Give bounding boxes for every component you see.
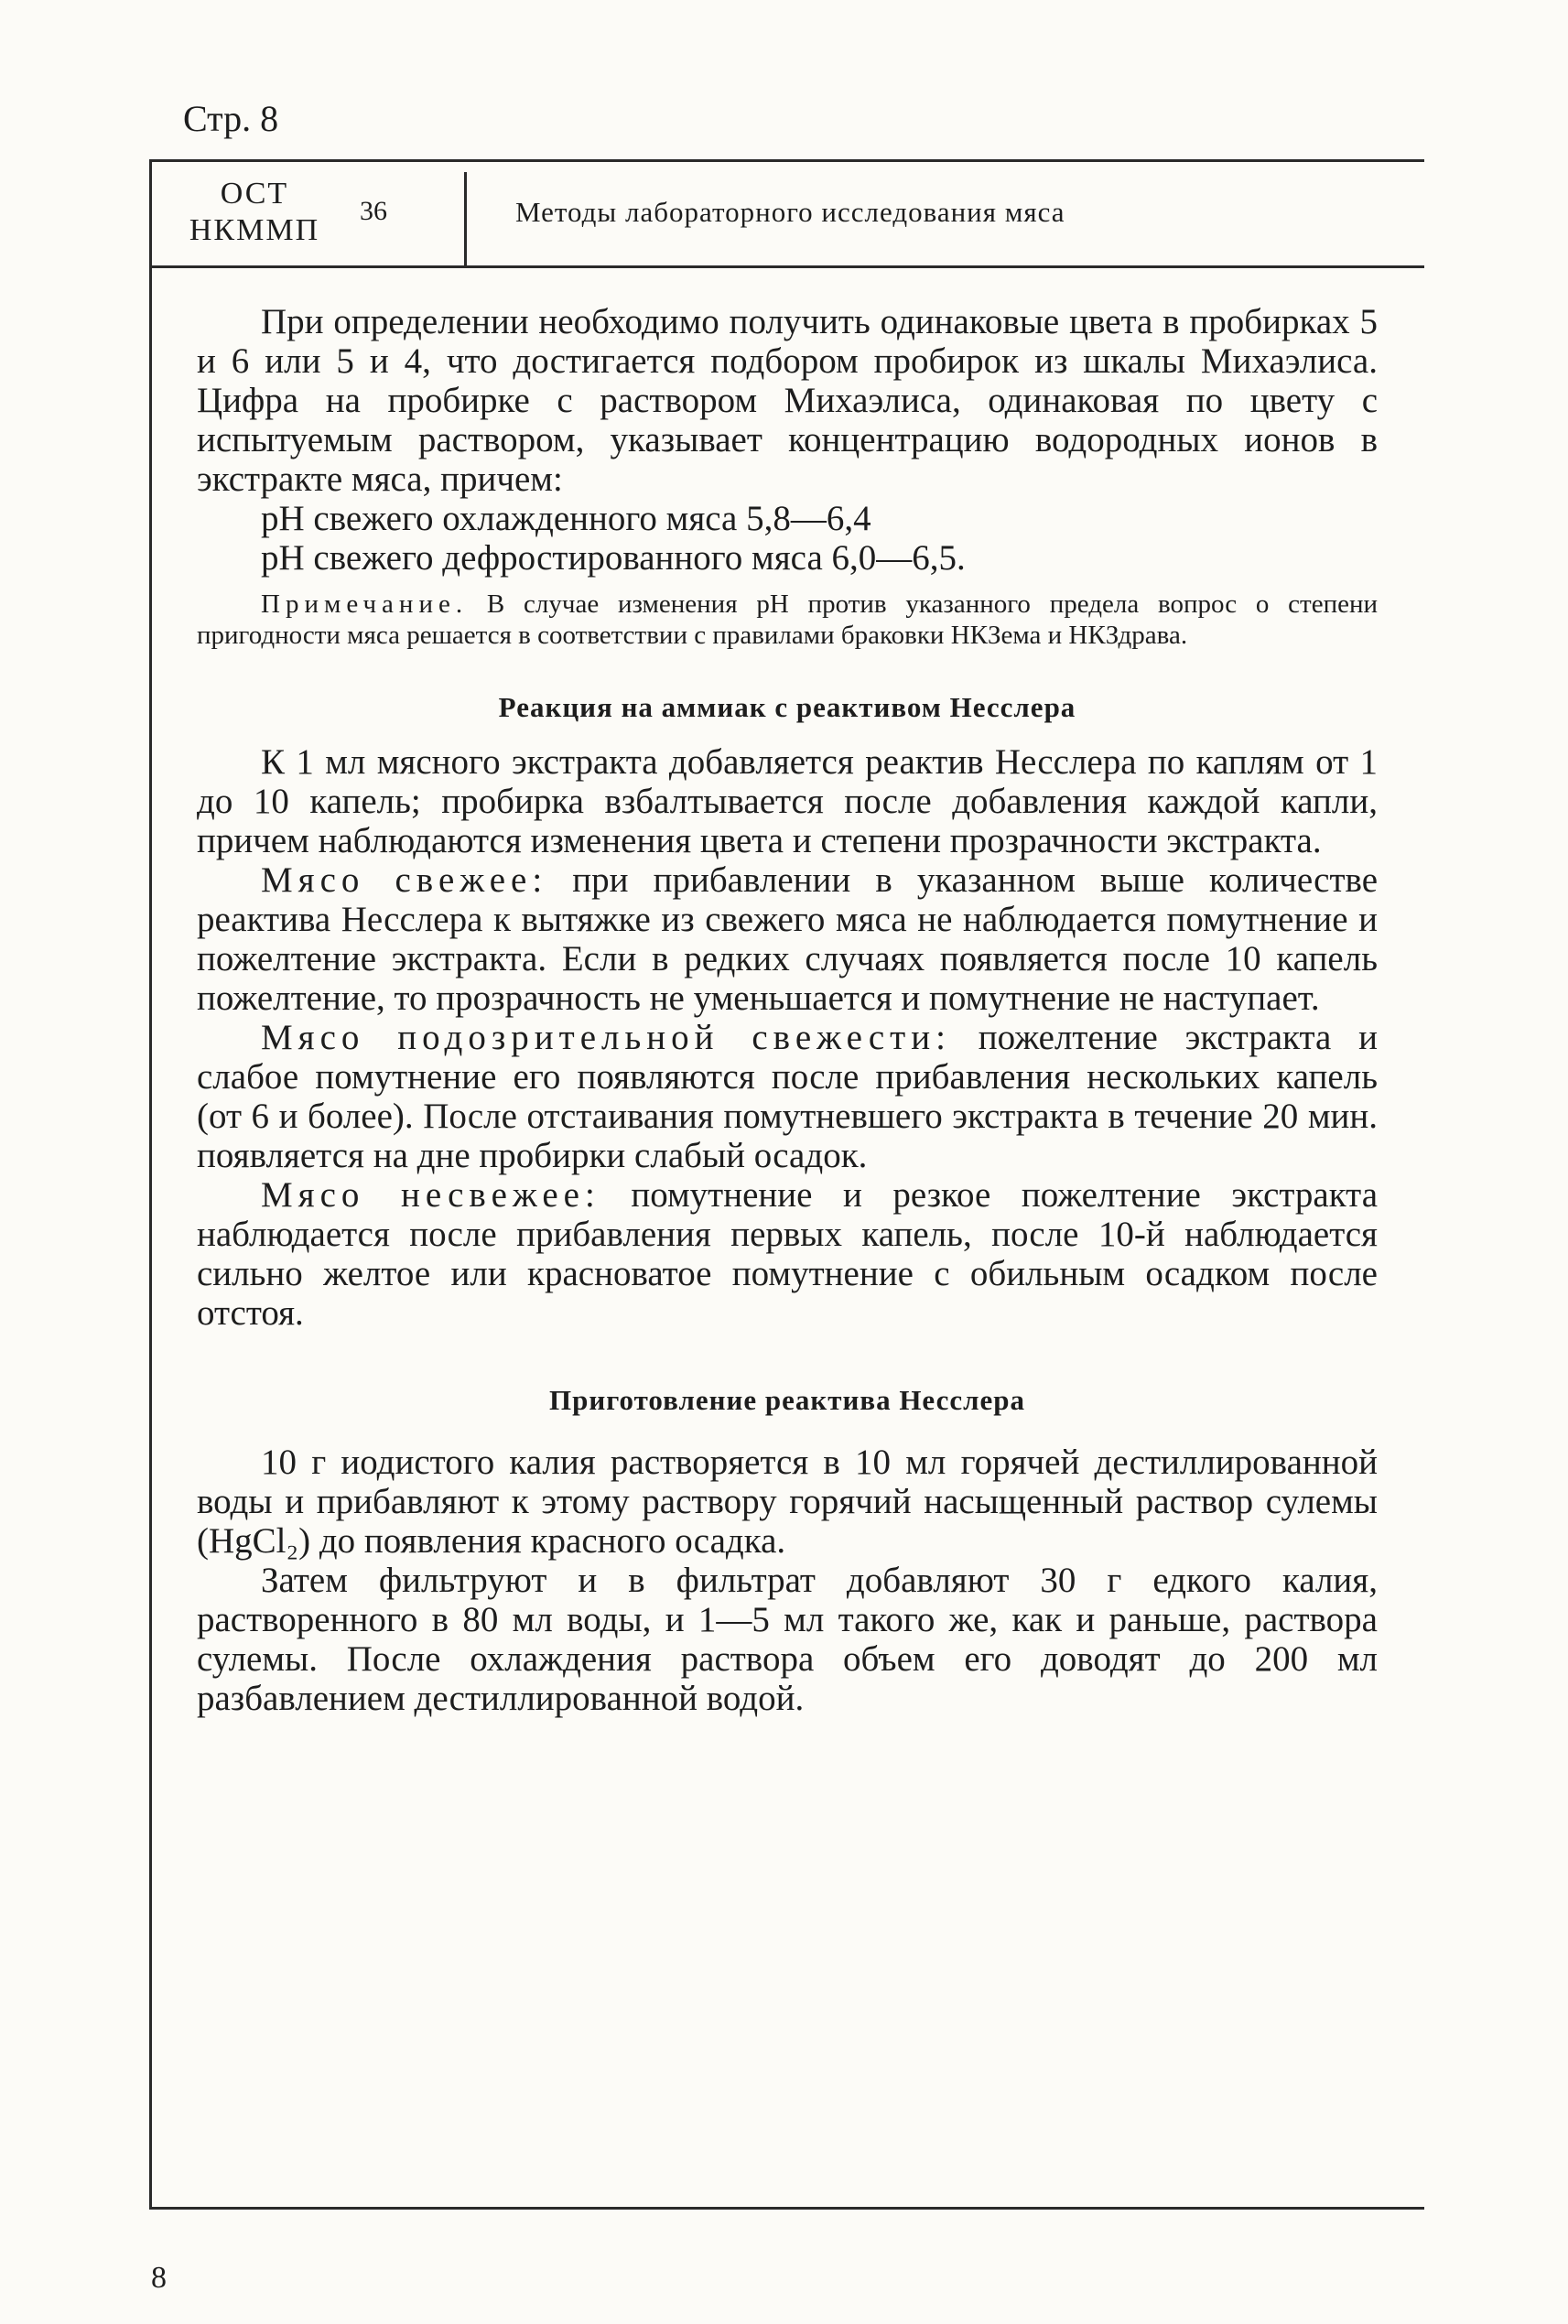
standard-code-text: ОСТ НКММП [189, 177, 320, 247]
fresh-meat-text: при прибавлении в указанном выше количестве реактива Несслера к вытяжке из свежего мяса не наблюдается помутнение и пожелтение экстракта. Если в редких случаях появляется после 10 капель пожелтение, то прозрачность не уменьшается и помутнение не наступает. [197, 860, 1379, 1018]
frame-left-rule [149, 159, 152, 2210]
header-divider [464, 172, 467, 265]
ammonia-paragraph: К 1 мл мясного экстракта добавляется реактив Несслера по каплям от 1 до 10 капель; пробирка взбалтывается после добавления каждой капли, причем наблюдаются изменения цвета и степени прозрачности экстракта. [197, 742, 1378, 860]
page-content [197, 302, 1378, 1718]
note-label: Примечание. [261, 589, 469, 619]
ph-defrosted-line: рН свежего дефростированного мяса 6,0—6,5. [261, 538, 966, 578]
reagent-paragraph-2: Затем фильтруют и в фильтрат добавляют 30 г едкого калия, растворенного в 80 мл воды, и 1—5 мл такого же, как и раньше, раствора сулемы. После охлаждения раствора объем его доводят до 200 мл разбавлением дестиллированной водой. [197, 1561, 1378, 1718]
doubtful-meat-label: Мясо подозрительной свежести: [261, 1018, 951, 1057]
intro-paragraph: При определении необходимо получить одинаковые цвета в пробирках 5 и 6 или 5 и 4, что достигается подбором пробирок из шкалы Михаэлиса. Цифра на пробирке с раствором Михаэлиса, одинаковая по цвету с испытуемым раствором, указывает концентрацию водородных ионов в экстракте мяса, причем: [197, 302, 1378, 499]
header-rule [149, 265, 1424, 268]
ammonia-heading: Реакция на аммиак с реактивом Несслера [498, 691, 1076, 723]
doubtful-meat-paragraph [197, 1018, 1378, 1175]
footer-page-number: 8 [151, 2261, 167, 2295]
standard-number: 36 [360, 196, 387, 226]
ph-chilled-line: рН свежего охлажденного мяса 5,8—6,4 [261, 499, 871, 538]
reagent-paragraph-1: 10 г иодистого калия растворяется в 10 мл горячей дестиллированной воды и прибавляют к этому раствору горячий насыщенный раствор сулемы (HgCl₂) до появления красного осадка. [197, 1443, 1378, 1561]
doubtful-meat-text: пожелтение экстракта и слабое помутнение его появляются после прибавления нескольких капель (от 6 и более). После отстаивания помутневшего экстракта в течение 20 мин. появляется на дне пробирки слабый осадок. [197, 1018, 1379, 1175]
frame-bottom-rule [149, 2207, 1424, 2210]
standard-code [186, 176, 323, 249]
reagent-heading: Приготовление реактива Несслера [549, 1384, 1025, 1416]
header-title: Методы лабораторного исследования мяса [515, 196, 1065, 228]
page-label: Стр. 8 [183, 98, 279, 139]
stale-meat-paragraph [197, 1175, 1378, 1333]
note-paragraph [197, 589, 1378, 651]
fresh-meat-label: Мясо свежее: [261, 860, 548, 900]
fresh-meat-paragraph [197, 860, 1378, 1018]
stale-meat-label: Мясо несвежее: [261, 1175, 600, 1215]
note-text: В случае изменения рН против указанного предела вопрос о степени пригодности мяса решается в соответствии с правилами браковки НКЗема и НКЗдрава. [197, 589, 1379, 650]
standard-cell [149, 159, 464, 265]
stale-meat-text: помутнение и резкое пожелтение экстракта наблюдается после прибавления первых капель, после 10-й наблюдается сильно желтое или красноватое помутнение с обильным осадком после отстоя. [197, 1175, 1378, 1333]
